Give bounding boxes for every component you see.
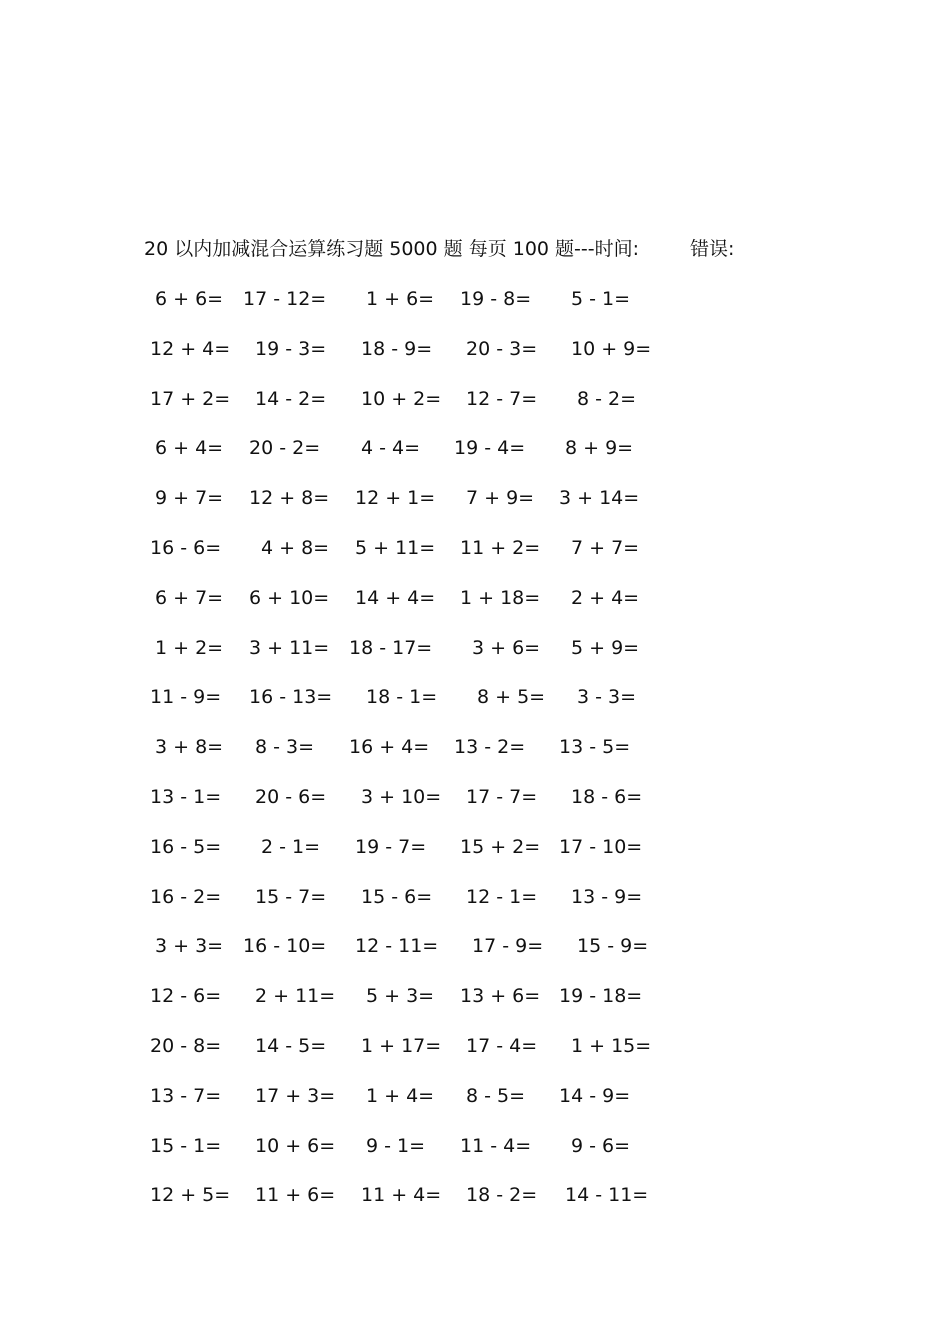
problem-cell: 3 - 3=	[577, 686, 637, 709]
problem-cell: 8 - 5=	[466, 1084, 526, 1107]
problem-cell: 11 + 6=	[255, 1184, 336, 1207]
problem-row	[0, 535, 950, 585]
worksheet-title: 20 以内加减混合运算练习题 5000 题 每页 100 题---时间:	[144, 238, 640, 260]
problem-cell: 13 - 7=	[150, 1084, 222, 1107]
problem-cell: 12 - 6=	[150, 985, 222, 1008]
problem-cell: 3 + 3=	[155, 935, 224, 958]
problem-cell: 19 - 7=	[355, 835, 427, 858]
problem-row	[0, 1033, 950, 1083]
problem-row	[0, 286, 950, 336]
problem-row	[0, 1182, 950, 1232]
problem-cell: 20 - 8=	[150, 1034, 222, 1057]
problem-cell: 18 - 9=	[361, 337, 433, 360]
problem-row	[0, 336, 950, 386]
problem-cell: 3 + 6=	[472, 636, 541, 659]
errors-label: 错误:	[690, 238, 735, 260]
problem-cell: 8 - 2=	[577, 387, 637, 410]
problem-cell: 6 + 7=	[155, 586, 224, 609]
problem-cell: 11 - 4=	[460, 1134, 532, 1157]
problem-cell: 13 - 2=	[454, 736, 526, 759]
problem-cell: 19 - 8=	[460, 288, 532, 310]
problem-cell: 12 + 8=	[249, 487, 330, 510]
problem-cell: 12 - 1=	[466, 885, 538, 908]
problem-row	[0, 734, 950, 784]
worksheet-header	[144, 236, 735, 262]
problem-cell: 5 + 9=	[571, 636, 640, 659]
problem-cell: 14 + 4=	[355, 586, 436, 609]
problem-cell: 6 + 10=	[249, 586, 330, 609]
problem-cell: 18 - 2=	[466, 1184, 538, 1207]
problem-row	[0, 834, 950, 884]
problem-cell: 13 - 9=	[571, 885, 643, 908]
problem-cell: 17 + 3=	[255, 1084, 336, 1107]
problem-cell: 17 - 10=	[559, 835, 643, 858]
problem-cell: 14 - 5=	[255, 1034, 327, 1057]
problem-cell: 5 - 1=	[571, 288, 631, 310]
problem-cell: 3 + 14=	[559, 487, 640, 510]
problem-row	[0, 1133, 950, 1183]
problem-cell: 3 + 8=	[155, 736, 224, 759]
problem-cell: 14 - 2=	[255, 387, 327, 410]
problem-cell: 7 + 7=	[571, 536, 640, 559]
problem-cell: 5 + 3=	[366, 985, 435, 1008]
problem-cell: 18 - 1=	[366, 686, 438, 709]
problem-cell: 15 + 2=	[460, 835, 541, 858]
problem-row	[0, 983, 950, 1033]
problem-cell: 2 - 1=	[261, 835, 321, 858]
problem-cell: 1 + 17=	[361, 1034, 442, 1057]
problem-row	[0, 635, 950, 685]
problem-cell: 3 + 11=	[249, 636, 330, 659]
problem-cell: 11 + 4=	[361, 1184, 442, 1207]
problem-cell: 18 - 17=	[349, 636, 433, 659]
problem-cell: 7 + 9=	[466, 487, 535, 510]
problem-cell: 5 + 11=	[355, 536, 436, 559]
problem-cell: 12 - 11=	[355, 935, 439, 958]
problem-cell: 16 - 2=	[150, 885, 222, 908]
problem-cell: 12 + 5=	[150, 1184, 231, 1207]
problem-cell: 19 - 3=	[255, 337, 327, 360]
problem-row	[0, 784, 950, 834]
problem-cell: 14 - 9=	[559, 1084, 631, 1107]
problem-cell: 17 - 7=	[466, 785, 538, 808]
problem-cell: 16 - 13=	[249, 686, 333, 709]
problem-cell: 3 + 10=	[361, 785, 442, 808]
problem-cell: 1 + 2=	[155, 636, 224, 659]
problem-cell: 12 + 4=	[150, 337, 231, 360]
problem-cell: 20 - 3=	[466, 337, 538, 360]
problem-cell: 14 - 11=	[565, 1184, 649, 1207]
problem-cell: 19 - 4=	[454, 437, 526, 460]
problem-cell: 10 + 9=	[571, 337, 652, 360]
problem-cell: 13 - 1=	[150, 785, 222, 808]
problem-row	[0, 585, 950, 635]
problem-row	[0, 1083, 950, 1133]
problem-row	[0, 933, 950, 983]
problem-cell: 15 - 7=	[255, 885, 327, 908]
problem-cell: 1 + 18=	[460, 586, 541, 609]
problem-cell: 8 + 5=	[477, 686, 546, 709]
problem-cell: 20 - 2=	[249, 437, 321, 460]
problem-cell: 18 - 6=	[571, 785, 643, 808]
problem-cell: 6 + 6=	[155, 288, 224, 310]
problem-grid	[0, 286, 950, 1232]
problem-cell: 8 + 9=	[565, 437, 634, 460]
problem-row	[0, 386, 950, 436]
problem-cell: 9 - 1=	[366, 1134, 426, 1157]
problem-cell: 12 - 7=	[466, 387, 538, 410]
problem-cell: 15 - 1=	[150, 1134, 222, 1157]
problem-cell: 11 - 9=	[150, 686, 222, 709]
problem-cell: 1 + 6=	[366, 288, 435, 310]
problem-cell: 17 - 4=	[466, 1034, 538, 1057]
problem-cell: 10 + 6=	[255, 1134, 336, 1157]
problem-row	[0, 684, 950, 734]
problem-cell: 2 + 4=	[571, 586, 640, 609]
problem-cell: 15 - 9=	[577, 935, 649, 958]
problem-cell: 4 - 4=	[361, 437, 421, 460]
problem-cell: 8 - 3=	[255, 736, 315, 759]
problem-cell: 13 - 5=	[559, 736, 631, 759]
problem-row	[0, 435, 950, 485]
problem-row	[0, 485, 950, 535]
problem-cell: 13 + 6=	[460, 985, 541, 1008]
problem-cell: 1 + 4=	[366, 1084, 435, 1107]
problem-cell: 16 - 5=	[150, 835, 222, 858]
problem-cell: 20 - 6=	[255, 785, 327, 808]
problem-cell: 6 + 4=	[155, 437, 224, 460]
problem-cell: 16 + 4=	[349, 736, 430, 759]
problem-cell: 2 + 11=	[255, 985, 336, 1008]
problem-cell: 9 - 6=	[571, 1134, 631, 1157]
problem-cell: 1 + 15=	[571, 1034, 652, 1057]
problem-cell: 12 + 1=	[355, 487, 436, 510]
problem-cell: 17 - 9=	[472, 935, 544, 958]
problem-row	[0, 884, 950, 934]
problem-cell: 9 + 7=	[155, 487, 224, 510]
problem-cell: 11 + 2=	[460, 536, 541, 559]
problem-cell: 16 - 10=	[243, 935, 327, 958]
problem-cell: 17 + 2=	[150, 387, 231, 410]
problem-cell: 10 + 2=	[361, 387, 442, 410]
problem-cell: 15 - 6=	[361, 885, 433, 908]
problem-cell: 4 + 8=	[261, 536, 330, 559]
problem-cell: 19 - 18=	[559, 985, 643, 1008]
problem-cell: 16 - 6=	[150, 536, 222, 559]
problem-cell: 17 - 12=	[243, 288, 327, 310]
